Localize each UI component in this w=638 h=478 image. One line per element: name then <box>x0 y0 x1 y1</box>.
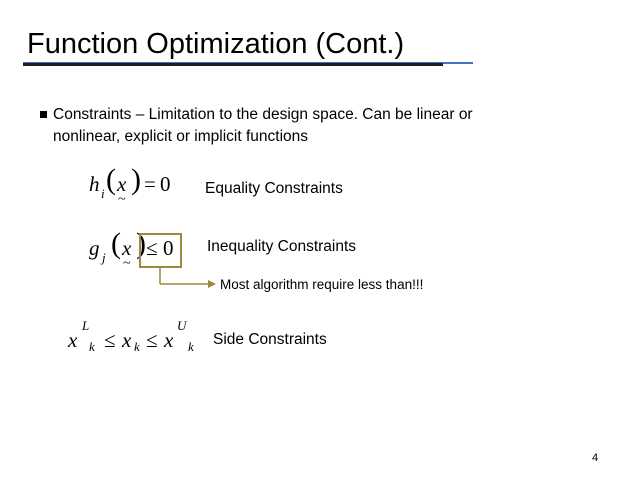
inequality-relation: ≤ <box>146 236 158 260</box>
side-upper-sub: k <box>188 339 194 354</box>
equality-label: Equality Constraints <box>205 180 343 197</box>
side-relation-2: ≤ <box>146 328 158 352</box>
inequality-note: Most algorithm require less than!!! <box>220 277 424 292</box>
equality-arg: x <box>117 172 127 196</box>
side-upper-sup: U <box>177 318 187 333</box>
inequality-label: Inequality Constraints <box>207 238 357 255</box>
side-lower-var: x <box>68 328 78 352</box>
side-label: Side Constraints <box>213 331 327 348</box>
inequality-rhs: 0 <box>163 236 174 260</box>
inequality-paren-left: ( <box>111 227 121 260</box>
inequality-paren-right: ) <box>136 227 146 260</box>
inequality-tilde: ~ <box>123 256 131 271</box>
side-upper-var: x <box>164 328 174 352</box>
arrow-head-icon <box>208 280 216 288</box>
side-lower-sup: L <box>82 318 90 333</box>
equality-tilde: ~ <box>118 192 126 207</box>
side-relation-1: ≤ <box>104 328 116 352</box>
slide-title: Function Optimization (Cont.) <box>27 28 405 60</box>
bullet-text-line1: Constraints – Limitation to the design space. Can be linear or <box>53 106 473 123</box>
side-mid-var: x <box>122 328 132 352</box>
inequality-arg: x <box>122 236 132 260</box>
side-lower-sub: k <box>89 339 95 354</box>
equality-rhs: 0 <box>160 172 171 196</box>
equality-func: h <box>89 172 100 196</box>
equality-paren-left: ( <box>106 163 116 196</box>
equality-paren-right: ) <box>131 163 141 196</box>
page-number: 4 <box>592 452 599 464</box>
inequality-func: g <box>89 236 100 260</box>
equality-sub: i <box>101 186 105 201</box>
inequality-sub: j <box>102 250 106 265</box>
bullet-text-line2: nonlinear, explicit or implicit functions <box>53 128 309 145</box>
equality-relation: = <box>144 172 156 196</box>
side-mid-sub: k <box>134 339 140 354</box>
